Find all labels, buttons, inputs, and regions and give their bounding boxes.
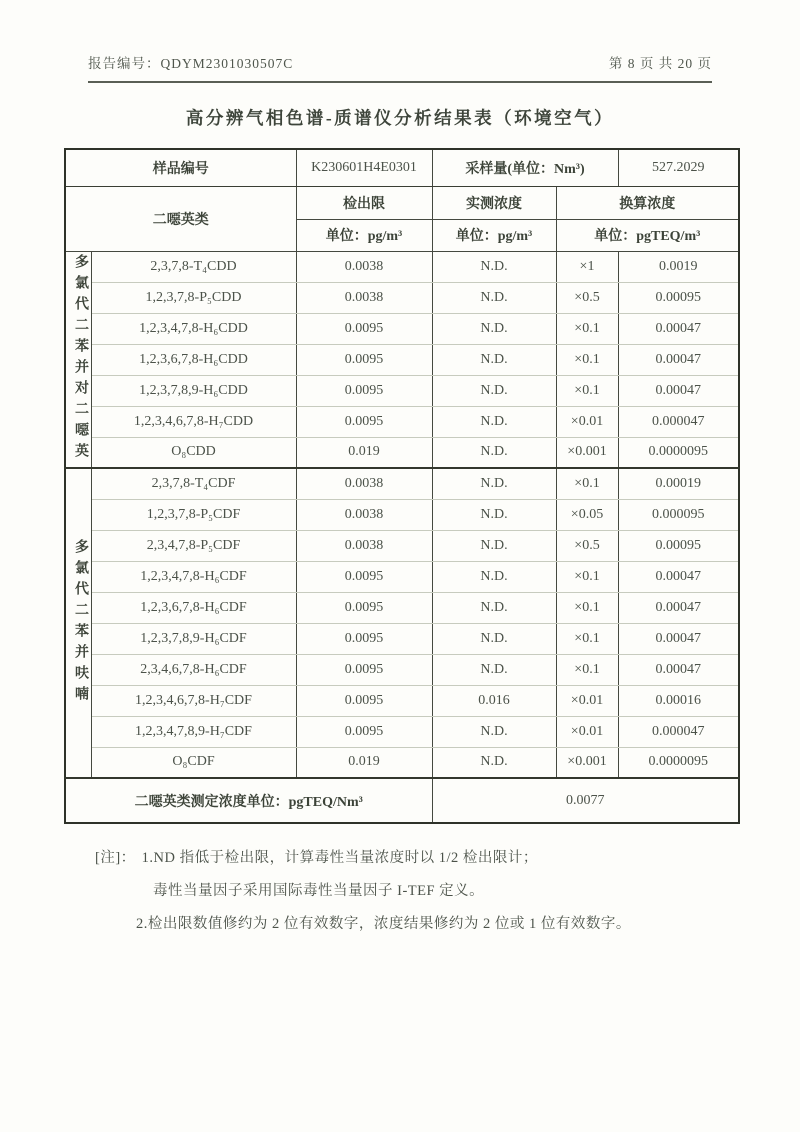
compound-name: O₈CDF [91,747,296,778]
measured-value: N.D. [432,375,556,406]
converted-value: 0.00095 [618,530,739,561]
teq-factor: ×0.05 [556,499,618,530]
table-row [65,251,739,282]
measured-value: N.D. [432,468,556,499]
detection-limit-value: 0.0095 [296,375,432,406]
table-row [65,375,739,406]
measured-value: N.D. [432,530,556,561]
converted-value: 0.00047 [618,375,739,406]
sample-id-label: 样品编号 [65,149,296,186]
detection-limit-value: 0.019 [296,747,432,778]
detection-limit-value: 0.0095 [296,344,432,375]
measured-value: N.D. [432,437,556,468]
group-label-pcdd [65,251,91,468]
table-row [65,530,739,561]
detection-limit-value: 0.0095 [296,561,432,592]
detection-limit-value: 0.0038 [296,468,432,499]
compound-name: 1,2,3,4,7,8,9-H₇CDF [91,716,296,747]
compound-name: 1,2,3,6,7,8-H₆CDF [91,592,296,623]
measured-value: N.D. [432,716,556,747]
table-row [65,499,739,530]
note-line-1 [95,850,800,867]
converted-header: 换算浓度 [556,186,739,219]
table-row [65,716,739,747]
teq-factor: ×0.1 [556,561,618,592]
total-label: 二噁英类测定浓度单位：pgTEQ/Nm³ [65,778,432,823]
teq-factor: ×0.1 [556,623,618,654]
table-row [65,282,739,313]
compound-name: 2,3,7,8-T₄CDF [91,468,296,499]
measured-value: N.D. [432,561,556,592]
compound-name: 1,2,3,4,6,7,8-H₇CDD [91,406,296,437]
compound-name: 1,2,3,6,7,8-H₆CDD [91,344,296,375]
sample-info-row [65,149,739,186]
group-label-pcdf-text: 多氯代二苯并呋喃 [73,539,88,707]
compound-name: 1,2,3,4,7,8-H₆CDF [91,561,296,592]
teq-factor: ×0.1 [556,344,618,375]
converted-value: 0.00047 [618,623,739,654]
measured-value: N.D. [432,344,556,375]
measured-value: N.D. [432,313,556,344]
header-divider [88,81,712,83]
results-table [64,148,740,824]
converted-value: 0.000047 [618,716,739,747]
teq-factor: ×0.1 [556,592,618,623]
compound-name: 1,2,3,7,8,9-H₆CDD [91,375,296,406]
converted-value: 0.00019 [618,468,739,499]
measured-value: N.D. [432,747,556,778]
teq-factor: ×1 [556,251,618,282]
detection-limit-value: 0.0095 [296,406,432,437]
compound-name: 1,2,3,7,8,9-H₆CDF [91,623,296,654]
teq-factor: ×0.1 [556,468,618,499]
compound-name: 1,2,3,7,8-P₅CDD [91,282,296,313]
table-row [65,592,739,623]
converted-value: 0.000095 [618,499,739,530]
converted-value: 0.0000095 [618,437,739,468]
converted-value: 0.00047 [618,313,739,344]
detection-limit-value: 0.0038 [296,251,432,282]
measured-value: N.D. [432,592,556,623]
sample-volume-value: 527.2029 [618,149,739,186]
measured-value: N.D. [432,251,556,282]
teq-factor: ×0.1 [556,313,618,344]
detection-limit-value: 0.0038 [296,530,432,561]
table-row [65,344,739,375]
converted-value: 0.00016 [618,685,739,716]
measured-header: 实测浓度 [432,186,556,219]
category-header: 二噁英类 [65,186,296,251]
compound-name: 1,2,3,7,8-P₅CDF [91,499,296,530]
table-row [65,437,739,468]
total-row [65,778,739,823]
converted-value: 0.00047 [618,344,739,375]
detection-limit-header: 检出限 [296,186,432,219]
note-prefix: [注]： [95,850,136,866]
detection-limit-value: 0.0095 [296,313,432,344]
measured-unit: 单位：pg/m³ [432,219,556,251]
teq-factor: ×0.1 [556,375,618,406]
converted-value: 0.0019 [618,251,739,282]
converted-value: 0.00095 [618,282,739,313]
compound-name: 1,2,3,4,7,8-H₆CDD [91,313,296,344]
detection-limit-value: 0.019 [296,437,432,468]
measured-value: N.D. [432,282,556,313]
teq-factor: ×0.01 [556,406,618,437]
table-row [65,623,739,654]
teq-factor: ×0.01 [556,685,618,716]
teq-factor: ×0.001 [556,437,618,468]
teq-factor: ×0.001 [556,747,618,778]
measured-value: N.D. [432,499,556,530]
note-line-2: 毒性当量因子采用国际毒性当量因子 I-TEF 定义。 [153,883,485,899]
teq-factor: ×0.5 [556,530,618,561]
compound-name: 1,2,3,4,6,7,8-H₇CDF [91,685,296,716]
converted-value: 0.00047 [618,654,739,685]
converted-value: 0.00047 [618,592,739,623]
converted-value: 0.000047 [618,406,739,437]
compound-name: 2,3,4,7,8-P₅CDF [91,530,296,561]
group-label-pcdf [65,468,91,778]
detection-limit-value: 0.0095 [296,654,432,685]
detection-limit-value: 0.0095 [296,685,432,716]
measured-value: N.D. [432,623,556,654]
page-indicator: 第 8 页 共 20 页 [608,56,712,71]
note-line-3: 2.检出限数值修约为 2 位有效数字，浓度结果修约为 2 位或 1 位有效数字。 [136,916,631,932]
total-value: 0.0077 [432,778,739,823]
table-row [65,406,739,437]
group-label-pcdd-text: 多氯代二苯并对二噁英 [73,254,88,465]
table-row [65,654,739,685]
sample-volume-label: 采样量(单位：Nm³) [432,149,618,186]
table-row [65,685,739,716]
detection-limit-value: 0.0095 [296,716,432,747]
teq-factor: ×0.1 [556,654,618,685]
table-row [65,747,739,778]
teq-factor: ×0.01 [556,716,618,747]
detection-limit-value: 0.0038 [296,282,432,313]
report-number-label: 报告编号： [88,56,161,71]
document-title: 高分辨气相色谱-质谱仪分析结果表（环境空气） [185,108,615,128]
report-number-value: QDYM2301030507C [160,56,294,71]
note-1-text: 1.ND 指低于检出限，计算毒性当量浓度时以 1/2 检出限计； [141,850,538,866]
detection-limit-unit: 单位：pg/m³ [296,219,432,251]
detection-limit-value: 0.0095 [296,592,432,623]
measured-value: N.D. [432,406,556,437]
compound-name: O₈CDD [91,437,296,468]
column-header-row [65,186,739,219]
measured-value: 0.016 [432,685,556,716]
report-number [88,52,293,72]
compound-name: 2,3,7,8-T₄CDD [91,251,296,282]
page-header [88,52,712,72]
converted-unit: 单位：pgTEQ/m³ [556,219,739,251]
measured-value: N.D. [432,654,556,685]
compound-name: 2,3,4,6,7,8-H₆CDF [91,654,296,685]
table-row [65,561,739,592]
converted-value: 0.00047 [618,561,739,592]
table-row [65,468,739,499]
detection-limit-value: 0.0038 [296,499,432,530]
teq-factor: ×0.5 [556,282,618,313]
sample-id-value: K230601H4E0301 [296,149,432,186]
detection-limit-value: 0.0095 [296,623,432,654]
notes-block [95,850,800,933]
converted-value: 0.0000095 [618,747,739,778]
table-row [65,313,739,344]
